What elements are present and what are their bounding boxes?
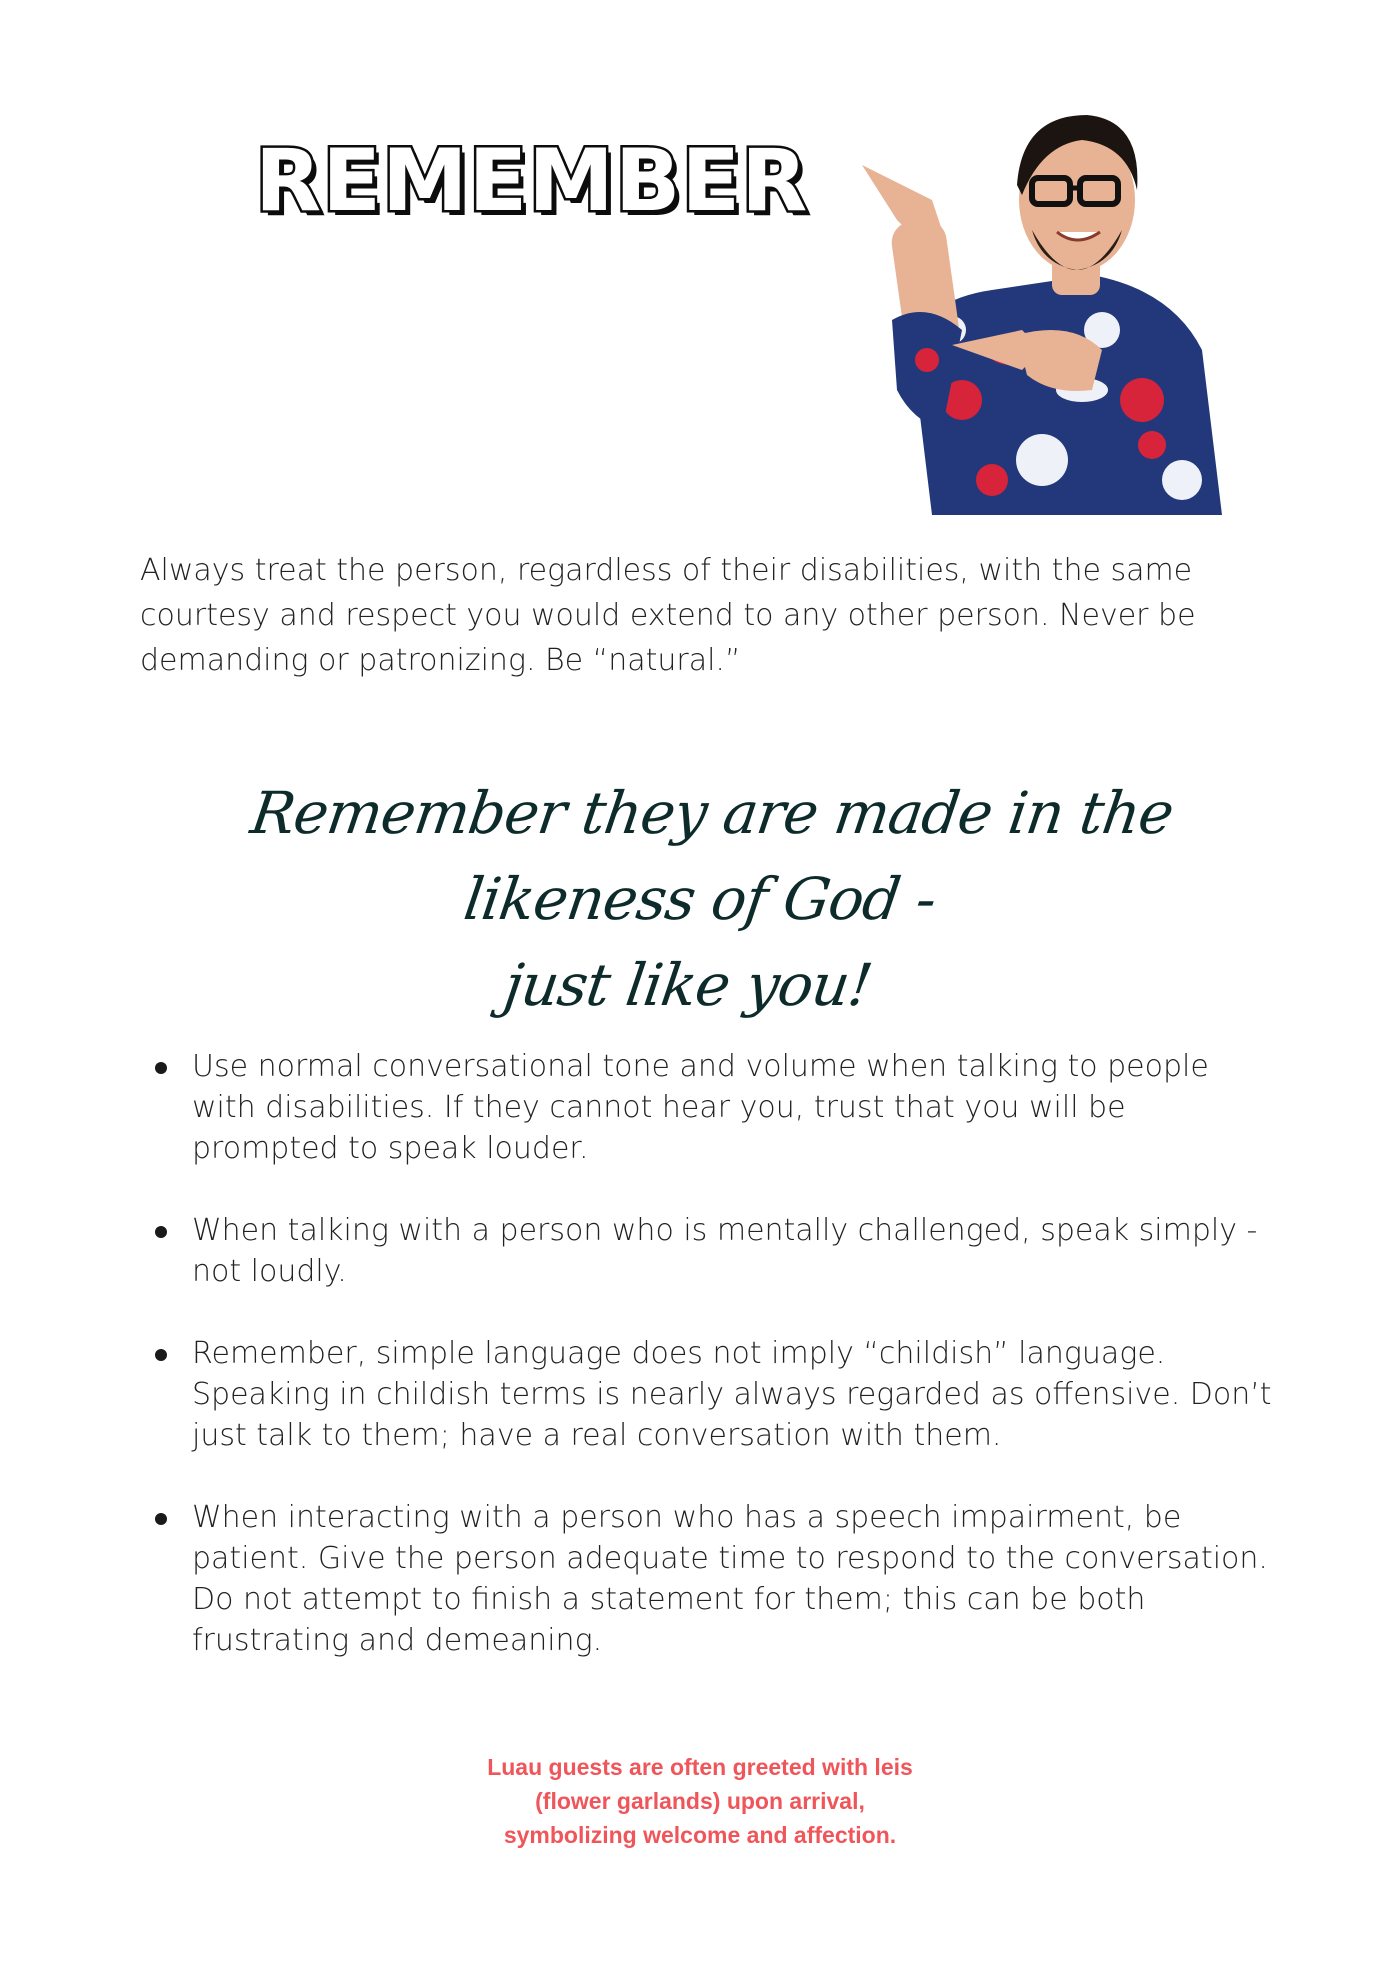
list-item [150,1497,1280,1661]
quote [132,770,1268,1028]
luau-fact [400,1750,1000,1852]
quote-line: just like you! [500,951,876,1019]
list-item [150,1210,1280,1292]
list-item-text: When talking with a person who is mentally challenged, speak simply - not loudly. [192,1213,1258,1289]
list-item-text: Remember, simple language does not imply “childish” language. Speaking in childish terms is nearly always regarded as offensive. Don’t just talk to them; have a real conversation with them. [192,1336,1272,1453]
list-item [150,1046,1280,1169]
fact-line: Luau guests are often greeted with leis [487,1754,913,1780]
guidelines-list [150,1046,1280,1702]
bullet-icon [155,1226,167,1238]
list-item-text: When interacting with a person who has a speech impairment, be patient. Give the person adequate time to respond to the conversation. Do not attempt to finish a statement for them; this can be both frustrating and demeaning. [192,1500,1268,1658]
list-item-text: Use normal conversational tone and volume when talking to people with disabilities. If they cannot hear you, trust that you will be prompted to speak louder. [192,1049,1209,1166]
bullet-icon [155,1513,167,1525]
man-pointing-icon [842,100,1242,515]
fact-line: symbolizing welcome and affection. [503,1822,897,1848]
list-item [150,1333,1280,1456]
intro-paragraph: Always treat the person, regardless of their disabilities, with the same courtesy and respect you would extend to any other person. Never be demanding or patronizing. Be “natural.” [140,553,1196,678]
page-heading: REMEMBER [255,131,809,231]
bullet-icon [155,1349,167,1361]
bullet-icon [155,1062,167,1074]
fact-line: (flower garlands) upon arrival, [535,1788,865,1814]
quote-line: Remember they are made in the likeness of God - [246,779,1178,933]
